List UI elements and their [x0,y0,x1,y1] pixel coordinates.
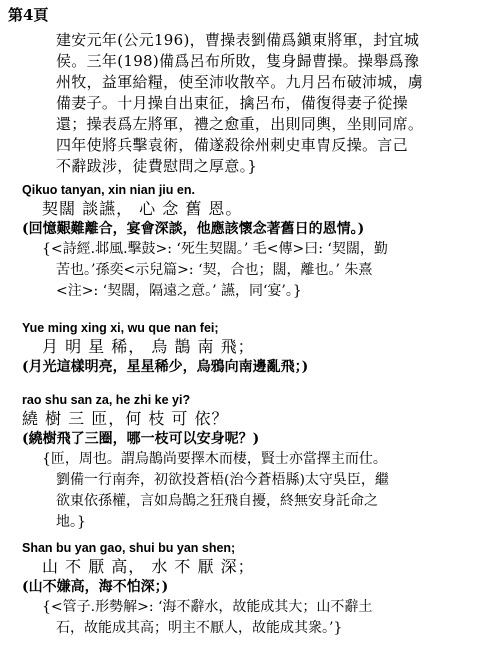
note-line: {<詩經.邶風.擊鼓>: ‘死生契闊。’ 毛<傳>曰: ‘契闊，勤 [42,241,388,257]
note-line: 地。} [56,514,86,530]
translation-line: (回憶艱難離合，宴會深談，他應該懷念著舊日的恩情。) [22,221,365,237]
pinyin-line: Qikuo tanyan, xin nian jiu en. [22,183,195,197]
hanzi-line: 繞 樹 三 匝，何 枝 可 依？ [22,409,229,428]
note-line: 苦也。’孫奕<示兒篇>: ‘契，合也；闊，離也。’ 朱熹 [56,262,373,278]
note-line: {<管子.形勢解>: ‘海不辭水，故能成其大；山不辭土 [42,599,373,615]
pinyin-line: rao shu san za, he zhi ke yi? [22,393,191,407]
page-number: 第4頁 [8,6,49,24]
intro-line: 還；操表爲左將軍，禮之愈重，出則同輿，坐則同席。 [56,115,424,133]
note-line: {匝，周也。謂烏鵲尚要擇木而棲，賢士亦當擇主而仕。 [42,451,387,467]
pinyin-line: Yue ming xing xi, wu que nan fei; [22,321,219,335]
intro-line: 州牧，益軍給糧，使至沛收散卒。九月呂布破沛城，虜 [56,73,424,91]
intro-paragraph [56,30,423,177]
note-line: 劉備一行南奔，初欲投蒼梧(治今蒼梧縣)太守吳臣，繼 [56,472,389,488]
intro-line: 備妻子。十月操自出東征，擒呂布，備復得妻子從操 [56,94,408,112]
hanzi-line: 山 不 厭 高， 水 不 厭 深； [42,557,255,576]
intro-line: 侯。三年(198)備爲呂布所敗，隻身歸曹操。操舉爲豫 [56,52,420,70]
hanzi-line: 契闊 談讌， 心 念 舊 恩。 [42,199,243,218]
pinyin-line: Shan bu yan gao, shui bu yan shen; [22,541,236,555]
verse-section [22,540,372,639]
intro-line: 四年使將兵擊袁術，備遂殺徐州刺史車冑反操。言己 [56,136,408,154]
intro-line: 建安元年(公元196)，曹操表劉備爲鎭東將軍，封宜城 [56,31,420,49]
translation-line: (月光這樣明亮，星星稀少，烏鴉向南邊亂飛；) [22,359,309,375]
translation-line: (山不嫌高，海不怕深；) [22,579,169,595]
intro-line: 不辭跋涉，徒費慰問之厚意。} [56,157,258,175]
hanzi-line: 月 明 星 稀， 烏 鵲 南 飛； [42,337,255,356]
verse-section [22,320,308,377]
verse-section [22,182,388,302]
note-line: <注>: ‘契闊，隔遠之意。’ 讌，同‘宴’。} [56,283,302,299]
verse-section [22,392,389,533]
translation-line: (繞樹飛了三圈，哪一枝可以安身呢？) [22,431,260,447]
note-line: 欲東依孫權，言如烏鵲之狂飛自擾，終無安身託命之 [56,493,378,509]
note-line: 石，故能成其高；明主不厭人，故能成其衆。’} [56,620,343,636]
